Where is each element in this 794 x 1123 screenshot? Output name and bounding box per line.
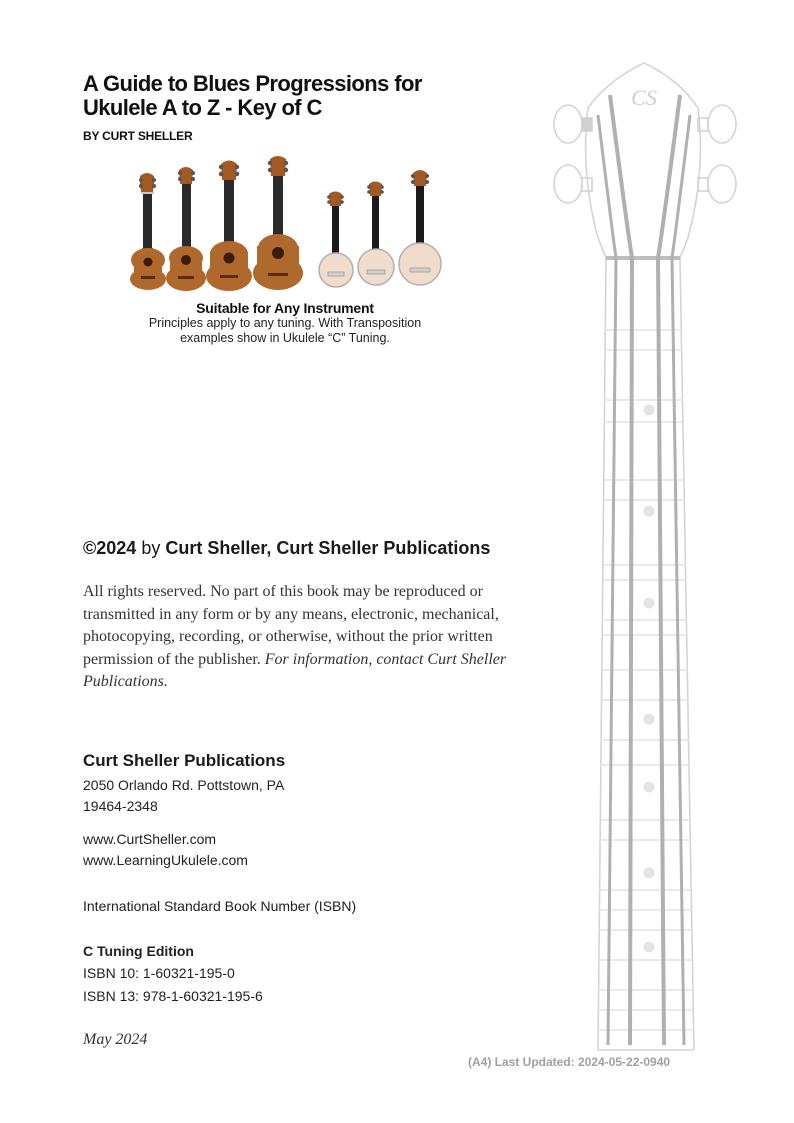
rights-info: For information, contact Curt Sheller Publications. <box>83 650 507 691</box>
publication-date: May 2024 <box>83 1031 148 1048</box>
headstock-logo: CS <box>631 85 657 110</box>
isbn-13: ISBN 13: 978-1-60321-195-6 <box>83 988 263 1004</box>
publisher-address-2: 19464-2348 <box>83 798 158 814</box>
banjo-uke-medium <box>358 182 394 286</box>
caption-line-2: examples show in Ukulele “C” Tuning. <box>180 331 390 345</box>
copyright-line <box>83 538 490 559</box>
author-byline: BY CURT SHELLER <box>83 129 193 143</box>
edition-label: C Tuning Edition <box>83 943 194 959</box>
ukulele-soprano <box>130 173 166 290</box>
caption-heading: Suitable for Any Instrument <box>196 300 374 316</box>
instrument-illustration <box>126 156 446 294</box>
banjo-uke-small <box>319 192 353 288</box>
publisher-address-1: 2050 Orlando Rd. Pottstown, PA <box>83 777 285 793</box>
rights-notice <box>83 581 543 694</box>
instrument-caption <box>120 300 450 346</box>
title-line-1: A Guide to Blues Progressions for <box>83 71 422 96</box>
website-link-1[interactable]: www.CurtSheller.com <box>83 831 217 847</box>
neck-svg <box>548 60 744 1055</box>
caption-line-1: Principles apply to any tuning. With Transposition <box>148 316 422 330</box>
book-title <box>83 72 503 120</box>
last-updated: (A4) Last Updated: 2024-05-22-0940 <box>468 1055 671 1069</box>
ukulele-concert <box>166 167 206 291</box>
publisher-name: Curt Sheller Publications <box>83 751 286 770</box>
title-line-2: Ukulele A to Z - Key of C <box>83 95 322 120</box>
isbn-10: ISBN 10: 1-60321-195-0 <box>83 965 235 981</box>
copyright-holder: Curt Sheller, Curt Sheller Publications <box>165 538 491 558</box>
isbn-heading: International Standard Book Number (ISBN) <box>83 898 357 914</box>
ukulele-neck-illustration <box>548 60 744 1055</box>
website-link-2[interactable]: www.LearningUkulele.com <box>83 852 248 868</box>
rights-text: All rights reserved. No part of this book may be reproduced or transmitted in any form or by any means, electronic, mechanical, photocopying, recording, or otherwise, without the prior written permission of the publisher. <box>83 583 499 668</box>
instrument-lineup <box>126 156 446 294</box>
copyright-by: by <box>141 538 161 558</box>
ukulele-tenor <box>206 161 252 292</box>
copyright-year: ©2024 <box>83 538 137 558</box>
banjo-uke-large <box>399 170 441 285</box>
ukulele-baritone <box>253 156 303 290</box>
